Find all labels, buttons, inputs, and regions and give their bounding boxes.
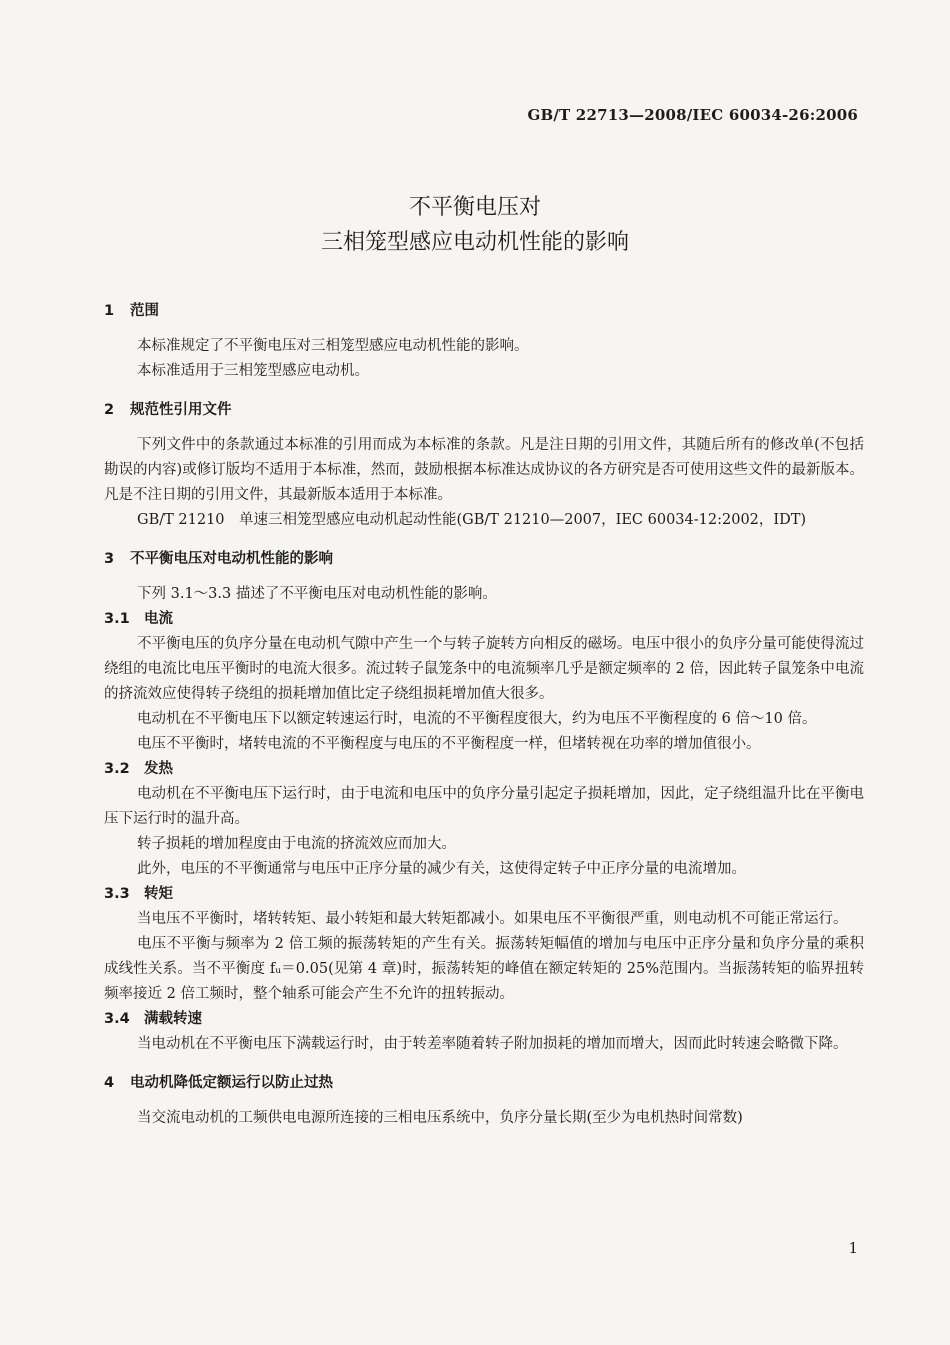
section-heading-1: 1 范围 bbox=[104, 303, 159, 319]
subsection-heading-3-4: 3.4 满载转速 bbox=[104, 1011, 202, 1027]
paragraph: 下列文件中的条款通过本标准的引用而成为本标准的条款。凡是注日期的引用文件，其随后所有的修改单(不包括勘误的内容)或修订版均不适用于本标准，然而，鼓励根据本标准达成协议的各方研究是否可使用这些文件的最新版本。凡是不注日期的引用文件，其最新版本适用于本标准。 bbox=[104, 437, 864, 503]
normative-reference: GB/T 21210 单速三相笼型感应电动机起动性能(GB/T 21210—2007，IEC 60034-12:2002，IDT) bbox=[137, 512, 807, 528]
paragraph: 下列 3.1～3.3 描述了不平衡电压对电动机性能的影响。 bbox=[137, 586, 497, 602]
section-heading-2: 2 规范性引用文件 bbox=[104, 402, 232, 418]
paragraph: 本标准适用于三相笼型感应电动机。 bbox=[137, 363, 369, 379]
paragraph: 转子损耗的增加程度由于电流的挤流效应而加大。 bbox=[137, 836, 456, 852]
paragraph: 电动机在不平衡电压下以额定转速运行时，电流的不平衡程度很大，约为电压不平衡程度的 6 倍～10 倍。 bbox=[137, 711, 817, 727]
paragraph: 当电压不平衡时，堵转转矩、最小转矩和最大转矩都减小。如果电压不平衡很严重，则电动机不可能正常运行。 bbox=[137, 911, 848, 927]
page-number: 1 bbox=[848, 1239, 858, 1257]
paragraph: 电压不平衡与频率为 2 倍工频的振荡转矩的产生有关。振荡转矩幅值的增加与电压中正序分量和负序分量的乘积成线性关系。当不平衡度 fᵤ＝0.05(见第 4 章)时，振荡转矩的峰值在额定转矩的 25%范围内。当振荡转矩的临界扭转频率接近 2 倍工频时，整个轴系可能会产生不允许的扭转振动。 bbox=[104, 936, 864, 1002]
subsection-heading-3-2: 3.2 发热 bbox=[104, 761, 173, 777]
subsection-heading-3-1: 3.1 电流 bbox=[104, 611, 173, 627]
paragraph: 不平衡电压的负序分量在电动机气隙中产生一个与转子旋转方向相反的磁场。电压中很小的负序分量可能使得流过绕组的电流比电压平衡时的电流大很多。流过转子鼠笼条中的电流频率几乎是额定频率的 2 倍，因此转子鼠笼条中电流的挤流效应使得转子绕组的损耗增加值比定子绕组损耗增加值大很多。 bbox=[104, 636, 864, 702]
paragraph: 此外，电压的不平衡通常与电压中正序分量的减少有关，这使得定转子中正序分量的电流增加。 bbox=[137, 861, 746, 877]
title-line-1: 不平衡电压对 bbox=[408, 195, 541, 220]
section-heading-4: 4 电动机降低定额运行以防止过热 bbox=[104, 1075, 333, 1091]
paragraph: 本标准规定了不平衡电压对三相笼型感应电动机性能的影响。 bbox=[137, 338, 529, 354]
paragraph: 当交流电动机的工频供电电源所连接的三相电压系统中，负序分量长期(至少为电机热时间常数) bbox=[137, 1110, 743, 1126]
section-heading-3: 3 不平衡电压对电动机性能的影响 bbox=[104, 551, 333, 567]
document-body bbox=[104, 299, 864, 1131]
title-line-2: 三相笼型感应电动机性能的影响 bbox=[320, 230, 629, 255]
paragraph: 电压不平衡时，堵转电流的不平衡程度与电压的不平衡程度一样，但堵转视在功率的增加值很小。 bbox=[137, 736, 761, 752]
document-title bbox=[0, 190, 950, 260]
standard-code: GB/T 22713—2008/IEC 60034-26:2006 bbox=[527, 106, 858, 124]
subsection-heading-3-3: 3.3 转矩 bbox=[104, 886, 173, 902]
paragraph: 当电动机在不平衡电压下满载运行时，由于转差率随着转子附加损耗的增加而增大，因而此时转速会略微下降。 bbox=[137, 1036, 848, 1052]
paragraph: 电动机在不平衡电压下运行时，由于电流和电压中的负序分量引起定子损耗增加，因此，定子绕组温升比在平衡电压下运行时的温升高。 bbox=[104, 786, 864, 827]
